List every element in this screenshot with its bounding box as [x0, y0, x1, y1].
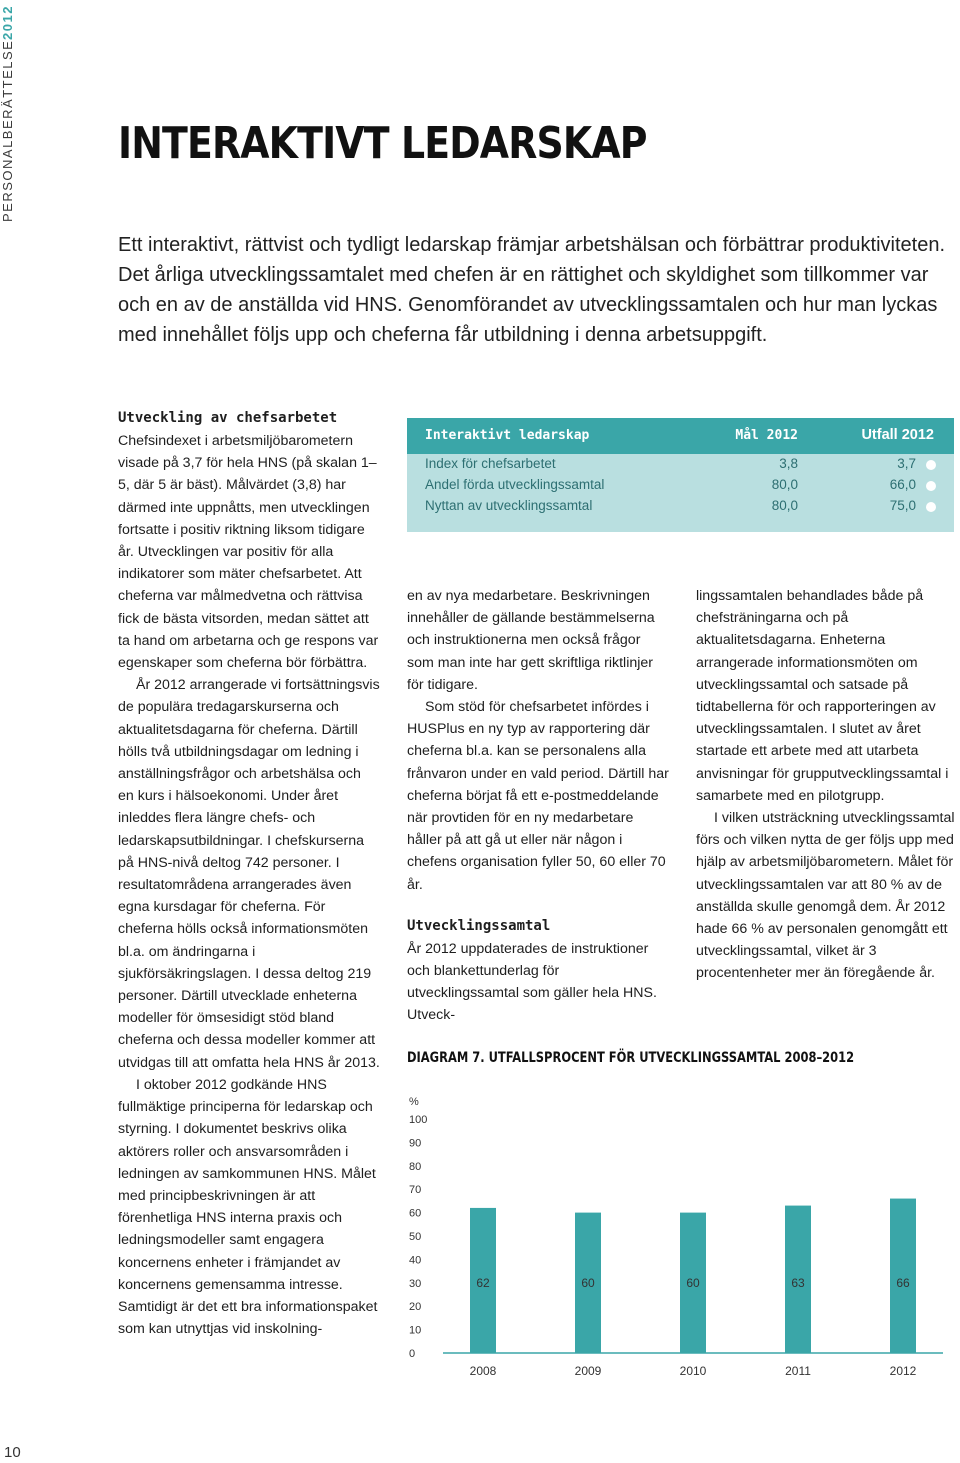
- column-middle: [407, 585, 669, 1027]
- row-target: 3,8: [779, 456, 798, 471]
- y-tick-label: 70: [409, 1184, 422, 1197]
- header-indicator: Interaktivt ledarskap: [425, 428, 590, 443]
- status-dot-icon: [926, 460, 936, 470]
- paragraph: Chefsindexet i arbetsmiljöbarometern visade på 3,7 för hela HNS (på skalan 1–5, där 5 är bäst). Målvärdet (3,8) har därmed inte uppnåtts, men utvecklingen fortsatte i positiv riktning liksom tidigare år. Utvecklingen var positiv för alla indikatorer som mäter chefsarbetet. Att cheferna var målmedvetna och rättvisa fick de bästa vitsorden, medan sättet att ta hand om arbetarna och ge respons var egenskaper som cheferna bör förbättra.: [118, 433, 379, 672]
- paragraph: lingssamtalen behandlades både på chefsträningarna och på aktualitetsdagarna. Enheterna arrangerade informationsmöten om utvecklingssamtal och satsade på tidtabellerna för och rapporteringen av utvecklingssamtalen. I slutet av året startade ett arbete med att utarbeta anvisningar för grupputvecklingssamtal i samarbete med en pilotgrupp.: [696, 588, 949, 804]
- status-dot-icon: [926, 481, 936, 491]
- y-tick-label: 30: [409, 1277, 422, 1290]
- y-tick-label: 10: [409, 1324, 422, 1337]
- page-number: 10: [4, 1444, 21, 1461]
- header-target: Mål 2012: [735, 428, 798, 443]
- bar-data-label: 62: [476, 1275, 490, 1290]
- diagram-title: DIAGRAM 7. UTFALLSPROCENT FÖR UTVECKLINGSSAMTAL 2008–2012: [407, 1050, 855, 1066]
- paragraph: I oktober 2012 godkände HNS fullmäktige principerna för ledarskap och styrning. I dokumentet beskrivs olika aktörers roller och ansvarsområden i ledningen av samkommunen HNS. Målet med principbeskrivningen är att förenhetliga HNS interna praxis och ledningsmodeller samt engagera koncernens enheter i främjandet av koncernens gemensamma intresse. Samtidigt är det ett bra informationspaket som kan utnyttjas vid inskolning-: [118, 1076, 378, 1338]
- x-tick-label: 2010: [679, 1364, 707, 1378]
- bar-data-label: 63: [791, 1275, 805, 1290]
- row-label: Andel förda utvecklingssamtal: [425, 477, 605, 492]
- bar-data-label: 66: [896, 1275, 910, 1290]
- column-left: [118, 406, 380, 1340]
- paragraph: År 2012 uppdaterades de instruktioner och blankettunderlag för utvecklingssamtal som gäller hela HNS. Utveck-: [407, 940, 657, 1024]
- paragraph: I vilken utsträckning utvecklingssamtal förs och vilken nytta de ger följs upp med hjälp av arbetsmiljöbarometern. Målet för utvecklingssamtalen var att 80 % av de anställda skulle genomgå dem. År 2012 hade 66 % av personalen genomgått ett utvecklingssamtal, vilket är 3 procentenheter mer än föregående år.: [696, 810, 955, 982]
- y-tick-label: 100: [409, 1114, 428, 1126]
- y-tick-label: 90: [409, 1137, 422, 1150]
- goals-table: [407, 418, 954, 532]
- y-tick-label: 20: [409, 1301, 422, 1314]
- row-outcome: 66,0: [889, 477, 916, 492]
- row-target: 80,0: [771, 477, 798, 492]
- table-row: [407, 454, 954, 475]
- x-tick-label: 2008: [469, 1364, 497, 1378]
- side-section-label: [0, 2, 16, 222]
- status-dot-icon: [926, 502, 936, 512]
- row-outcome: 75,0: [889, 498, 916, 513]
- y-tick-label: 50: [409, 1231, 422, 1243]
- bar-chart: [395, 1085, 955, 1385]
- bar-data-label: 60: [686, 1275, 700, 1290]
- row-label: Index för chefsarbetet: [425, 456, 556, 471]
- bar-data-label: 60: [581, 1275, 595, 1290]
- row-outcome: 3,7: [897, 456, 916, 471]
- column-right: [696, 585, 958, 985]
- row-label: Nyttan av utvecklingssamtal: [425, 498, 593, 513]
- y-tick-label: 60: [409, 1207, 422, 1220]
- y-tick-label: 0: [409, 1348, 416, 1360]
- x-tick-label: 2011: [785, 1364, 811, 1378]
- intro-paragraph: Ett interaktivt, rättvist och tydligt ledarskap främjar arbetshälsan och förbättrar produktiviteten. Det årliga utvecklingssamtalet med chefen är en rättighet och skyldighet som tillkommer var och en av de anställda vid HNS. Genomförandet av utvecklingssamtalen och hur man lyckas med innehållet följs upp och cheferna får utbildning i denna arbetsuppgift.: [118, 234, 946, 346]
- table-row: [407, 475, 954, 496]
- paragraph: År 2012 arrangerade vi fortsättningsvis de populära tredagarskurserna och aktualitetsdagarna för cheferna. Därtill hölls två utbildningsdagar om ledning i anställningsfrågor och arbetshälsa och en kurs i hälsoekonomi. Under året inleddes flera längre chefs- och ledarskapsutbildningar. I chefskurserna på HNS-nivå deltog 742 personer. I resultatområdena arrangerades även egna kursdagar för cheferna. För cheferna hölls också informationsmöten bl.a. om ändringarna i sjukförsäkringslagen. I dessa deltog 219 personer. Därtill utvecklade enheterna modeller för ömsesidigt stöd bland cheferna och dessa modeller kommer att utvidgas till att omfatta hela HNS år 2013.: [118, 677, 380, 1071]
- goals-table-header: [407, 418, 954, 454]
- x-tick-label: 2012: [889, 1364, 917, 1378]
- section-heading-chefsarbetet: Utveckling av chefsarbetet: [118, 410, 338, 426]
- y-tick-label: 40: [409, 1254, 422, 1267]
- paragraph: Som stöd för chefsarbetet infördes i HUSPlus en ny typ av rapportering där cheferna bl.a. kan se personalens alla frånvaron under en vald period. Därtill har cheferna börjat få ett e-postmeddelande när provtiden för en ny medarbetare håller på att gå ut eller när någon i chefens organisation fyller 50, 60 eller 70 år.: [407, 699, 669, 893]
- page-title: INTERAKTIVT LEDARSKAP: [118, 118, 647, 169]
- table-row: [407, 496, 954, 517]
- section-heading-utvecklingssamtal: Utvecklingssamtal: [407, 917, 551, 934]
- y-tick-label: 80: [409, 1160, 422, 1173]
- x-tick-label: 2009: [574, 1364, 602, 1378]
- section-year: 2012: [0, 4, 15, 40]
- y-axis-unit-label: %: [409, 1096, 419, 1108]
- section-name: PERSONALBERÄTTELSE: [0, 39, 15, 222]
- header-outcome: Utfall 2012: [861, 427, 934, 443]
- row-target: 80,0: [771, 498, 798, 513]
- paragraph: en av nya medarbetare. Beskrivningen innehåller de gällande bestämmelserna och instruktionerna men också frågor som man inte har gett skriftliga riktlinjer för tidigare.: [407, 588, 655, 693]
